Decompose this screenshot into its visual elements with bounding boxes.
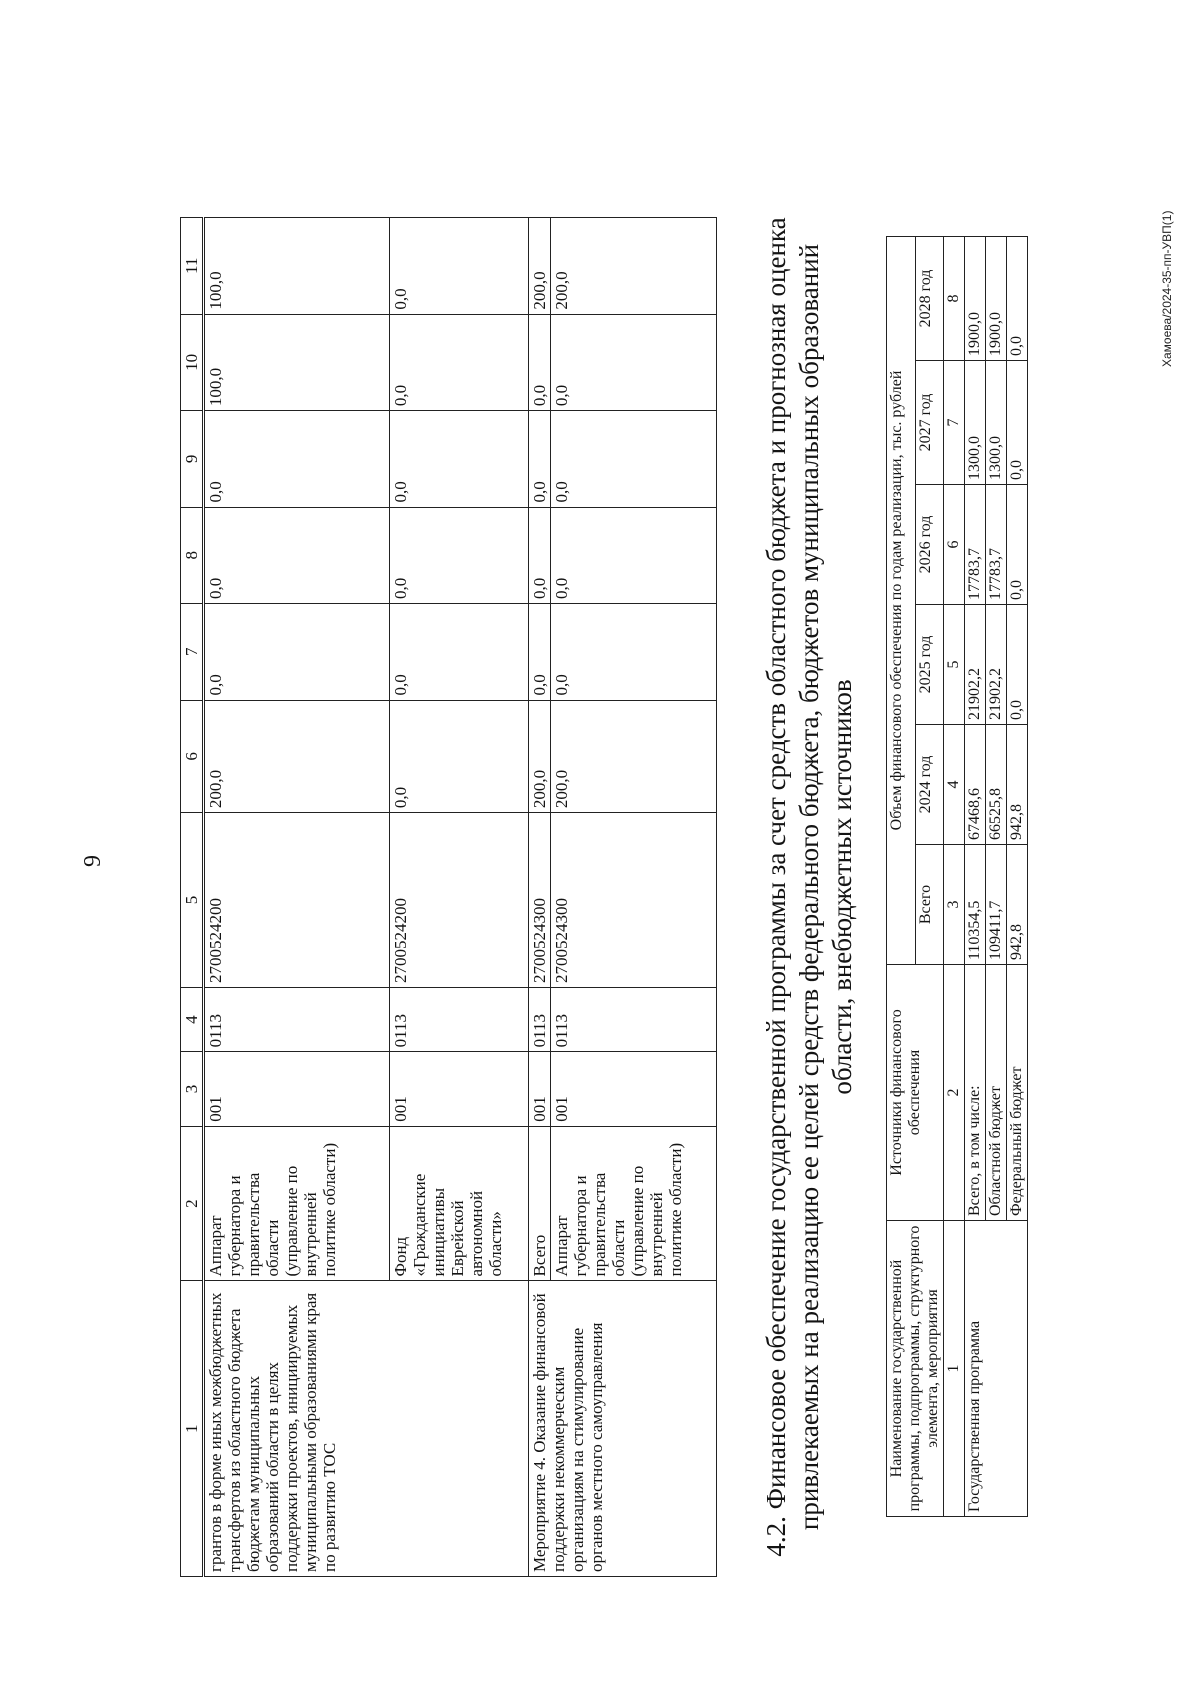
column-number: 3 bbox=[944, 845, 965, 965]
header-sources-cell: Источники финансового обеспечения bbox=[887, 965, 944, 1221]
grbs-cell: 001 bbox=[551, 1052, 717, 1126]
value-cell: 0,0 bbox=[529, 314, 551, 410]
value-cell: 0,0 bbox=[551, 604, 717, 700]
rzpr-cell: 0113 bbox=[204, 987, 390, 1051]
csr-cell: 2700524200 bbox=[390, 813, 529, 988]
value-cell: 1300,0 bbox=[965, 361, 986, 485]
value-cell: 0,0 bbox=[529, 507, 551, 603]
table-row bbox=[204, 218, 390, 1577]
rzpr-cell: 0113 bbox=[551, 987, 717, 1051]
header-total-cell: Всего bbox=[915, 845, 944, 965]
page-number: 9 bbox=[80, 855, 106, 867]
column-number: 5 bbox=[944, 605, 965, 725]
measure-name-cell: грантов в форме иных межбюджетных трансфертов из областного бюджета бюджетам муниципальных образований области в целях поддержки проектов, инициируемых муниципальными образованиями края по развитию ТОС bbox=[204, 1281, 529, 1577]
column-number: 4 bbox=[181, 987, 204, 1051]
grbs-cell: 001 bbox=[529, 1052, 551, 1126]
source-cell: Федеральный бюджет bbox=[1007, 965, 1028, 1221]
value-cell: 0,0 bbox=[390, 411, 529, 507]
value-cell: 0,0 bbox=[1007, 361, 1028, 485]
value-cell: 66525,8 bbox=[986, 725, 1007, 845]
table-row bbox=[965, 236, 986, 1516]
grbs-cell: 001 bbox=[204, 1052, 390, 1126]
column-number: 9 bbox=[181, 411, 204, 507]
value-cell: 109411,7 bbox=[986, 845, 1007, 965]
value-cell: 100,0 bbox=[204, 314, 390, 410]
column-numbers-row bbox=[944, 236, 965, 1516]
value-cell: 0,0 bbox=[529, 411, 551, 507]
value-cell: 200,0 bbox=[204, 700, 390, 813]
value-cell: 17783,7 bbox=[986, 485, 1007, 605]
column-number: 5 bbox=[181, 813, 204, 988]
value-cell: 200,0 bbox=[529, 700, 551, 813]
value-cell: 0,0 bbox=[204, 604, 390, 700]
value-cell: 17783,7 bbox=[965, 485, 986, 605]
source-cell: Областной бюджет bbox=[986, 965, 1007, 1221]
section-title: 4.2. Финансовое обеспечение государственной программы за счет средств областного бюджета и прогнозная оценка привлекаемых на реализацию ее целей средств федерального бюджета, бюджетов муниципальных образований области, внебюджетных источников bbox=[761, 217, 857, 1557]
financing-table bbox=[886, 236, 1028, 1517]
header-year-cell: 2024 год bbox=[915, 725, 944, 845]
value-cell: 1900,0 bbox=[986, 236, 1007, 360]
header-year-cell: 2026 год bbox=[915, 485, 944, 605]
column-number: 10 bbox=[181, 314, 204, 410]
value-cell: 21902,2 bbox=[986, 605, 1007, 725]
table-header-row bbox=[887, 236, 916, 1516]
value-cell: 1900,0 bbox=[965, 236, 986, 360]
column-number: 2 bbox=[944, 965, 965, 1221]
rzpr-cell: 0113 bbox=[529, 987, 551, 1051]
column-number: 1 bbox=[181, 1281, 204, 1577]
value-cell: 0,0 bbox=[390, 507, 529, 603]
value-cell: 0,0 bbox=[390, 314, 529, 410]
executor-cell: Всего bbox=[529, 1126, 551, 1281]
header-volume-cell: Объем финансового обеспечения по годам реализации, тыс. рублей bbox=[887, 236, 916, 964]
value-cell: 0,0 bbox=[204, 507, 390, 603]
value-cell: 0,0 bbox=[204, 411, 390, 507]
value-cell: 0,0 bbox=[551, 411, 717, 507]
csr-cell: 2700524200 bbox=[204, 813, 390, 988]
header-year-cell: 2028 год bbox=[915, 236, 944, 360]
value-cell: 1300,0 bbox=[986, 361, 1007, 485]
measures-table bbox=[180, 217, 717, 1577]
header-year-cell: 2025 год bbox=[915, 605, 944, 725]
source-cell: Всего, в том числе: bbox=[965, 965, 986, 1221]
value-cell: 200,0 bbox=[529, 218, 551, 315]
value-cell: 200,0 bbox=[551, 700, 717, 813]
grbs-cell: 001 bbox=[390, 1052, 529, 1126]
column-number: 7 bbox=[944, 361, 965, 485]
table-header-row bbox=[181, 218, 204, 1577]
value-cell: 0,0 bbox=[390, 218, 529, 315]
column-number: 6 bbox=[944, 485, 965, 605]
column-number: 8 bbox=[181, 507, 204, 603]
rzpr-cell: 0113 bbox=[390, 987, 529, 1051]
column-number: 4 bbox=[944, 725, 965, 845]
program-name-cell: Государственная программа bbox=[965, 1221, 1028, 1517]
value-cell: 0,0 bbox=[1007, 485, 1028, 605]
value-cell: 110354,5 bbox=[965, 845, 986, 965]
column-number: 11 bbox=[181, 218, 204, 315]
value-cell: 942,8 bbox=[1007, 845, 1028, 965]
column-number: 7 bbox=[181, 604, 204, 700]
column-number: 2 bbox=[181, 1126, 204, 1281]
header-year-cell: 2027 год bbox=[915, 361, 944, 485]
value-cell: 0,0 bbox=[390, 700, 529, 813]
value-cell: 0,0 bbox=[1007, 236, 1028, 360]
csr-cell: 2700524300 bbox=[529, 813, 551, 988]
value-cell: 21902,2 bbox=[965, 605, 986, 725]
value-cell: 942,8 bbox=[1007, 725, 1028, 845]
executor-cell: Аппарат губернатора и правительства области (управление по внутренней политике области) bbox=[551, 1126, 717, 1281]
value-cell: 0,0 bbox=[390, 604, 529, 700]
executor-cell: Аппарат губернатора и правительства области (управление по внутренней политике области) bbox=[204, 1126, 390, 1281]
value-cell: 67468,6 bbox=[965, 725, 986, 845]
footer-code: Хамоева/2024-35-пп-УВП(1) bbox=[1160, 210, 1174, 367]
measure-name-cell: Мероприятие 4. Оказание финансовой поддержки некоммерческим организациям на стимулирование органов местного самоуправления bbox=[529, 1281, 717, 1577]
csr-cell: 2700524300 bbox=[551, 813, 717, 988]
column-number: 8 bbox=[944, 236, 965, 360]
column-number: 6 bbox=[181, 700, 204, 813]
value-cell: 0,0 bbox=[1007, 605, 1028, 725]
value-cell: 100,0 bbox=[204, 218, 390, 315]
column-number: 3 bbox=[181, 1052, 204, 1126]
value-cell: 0,0 bbox=[529, 604, 551, 700]
executor-cell: Фонд «Гражданские инициативы Еврейской автономной области» bbox=[390, 1126, 529, 1281]
value-cell: 0,0 bbox=[551, 507, 717, 603]
header-name-cell: Наименование государственной программы, подпрограммы, структурного элемента, мероприятия bbox=[887, 1221, 944, 1517]
table-row bbox=[529, 218, 551, 1577]
value-cell: 200,0 bbox=[551, 218, 717, 315]
column-number: 1 bbox=[944, 1221, 965, 1517]
value-cell: 0,0 bbox=[551, 314, 717, 410]
